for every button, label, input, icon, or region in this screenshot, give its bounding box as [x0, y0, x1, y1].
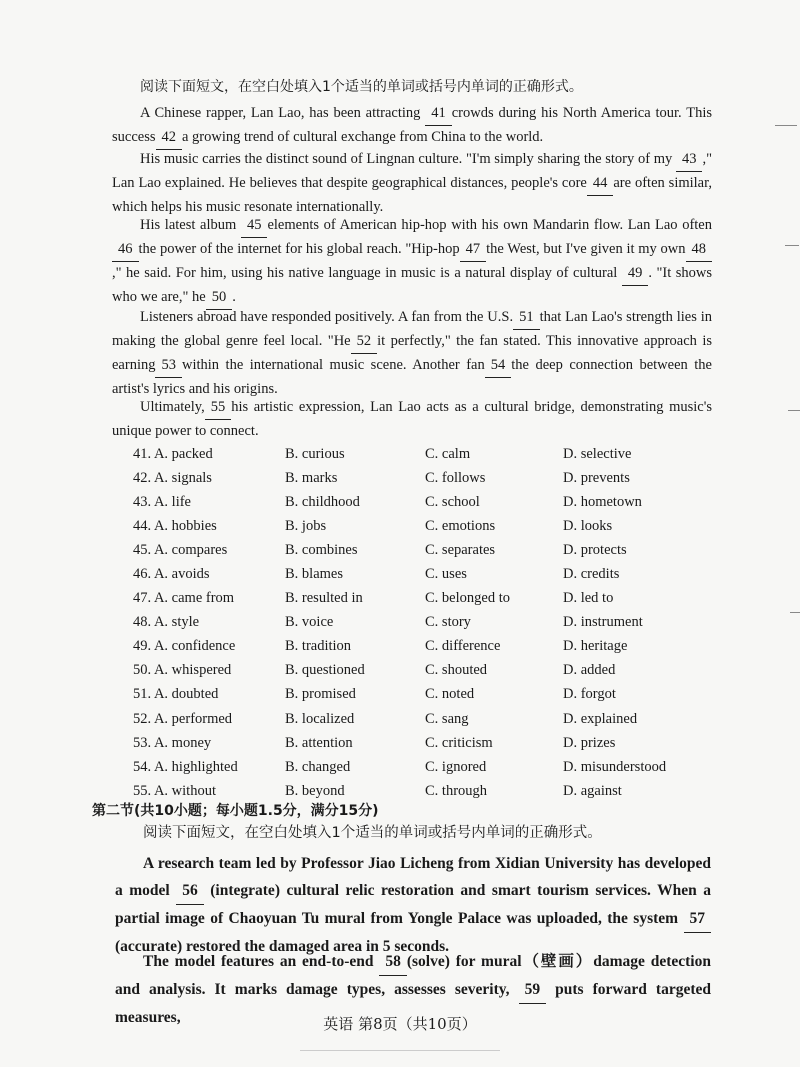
- option-c[interactable]: C. follows: [425, 469, 486, 486]
- answer-blank[interactable]: 45: [241, 214, 268, 238]
- option-row: [133, 683, 733, 707]
- option-c[interactable]: C. ignored: [425, 758, 487, 775]
- question-number: 54.: [133, 758, 154, 775]
- option-b[interactable]: B. changed: [285, 758, 351, 775]
- question-number: 43.: [133, 493, 154, 510]
- passage-text: (solve) for mural（壁画）damage detection and analysis. It marks damage types, assesses severity,: [115, 953, 711, 998]
- passage-text: Ultimately,: [140, 399, 205, 415]
- option-a[interactable]: A. signals: [153, 469, 212, 486]
- passage-text: A Chinese rapper, Lan Lao, has been attracting: [140, 105, 426, 121]
- answer-blank[interactable]: 49: [622, 262, 649, 286]
- answer-blank[interactable]: 57: [684, 905, 712, 933]
- answer-blank[interactable]: 48: [686, 238, 713, 262]
- answer-blank[interactable]: 52: [351, 330, 378, 354]
- question-number: 41.: [133, 445, 154, 462]
- passage-text: the deep connection between the artist's lyrics and his origins.: [112, 357, 712, 397]
- option-a[interactable]: A. avoids: [153, 566, 210, 583]
- option-a[interactable]: A. whispered: [153, 662, 232, 679]
- option-a[interactable]: A. confidence: [153, 638, 236, 655]
- section1-instruction: 阅读下面短文，在空白处填入1个适当的单词或括号内单词的正确形式。: [140, 79, 583, 95]
- option-row: [133, 538, 733, 562]
- question-number: 53.: [133, 734, 154, 751]
- option-c[interactable]: C. sang: [425, 710, 469, 727]
- option-row: [133, 562, 733, 586]
- question-number: 46.: [133, 566, 154, 583]
- passage-text: elements of American hip-hop with his own Mandarin flow. Lan Lao often: [267, 217, 712, 233]
- answer-blank[interactable]: 43: [676, 148, 703, 172]
- option-b[interactable]: B. localized: [285, 710, 355, 727]
- option-d[interactable]: D. credits: [563, 566, 620, 583]
- option-a[interactable]: A. without: [153, 782, 216, 799]
- option-a[interactable]: A. money: [153, 734, 212, 751]
- question-number: 48.: [133, 614, 154, 631]
- passage-text: the West, but I've given it my own: [486, 241, 686, 257]
- passage-paragraph: [112, 102, 712, 150]
- answer-blank[interactable]: 42: [156, 126, 183, 150]
- option-a[interactable]: A. doubted: [153, 686, 219, 703]
- option-b[interactable]: B. tradition: [285, 638, 352, 655]
- option-row: [133, 466, 733, 490]
- option-row: [133, 659, 733, 683]
- option-d[interactable]: D. looks: [563, 517, 613, 534]
- option-b[interactable]: B. voice: [285, 614, 334, 631]
- option-c[interactable]: C. emotions: [425, 517, 496, 534]
- question-number: 44.: [133, 517, 154, 534]
- option-d[interactable]: D. against: [563, 782, 622, 799]
- options-list: [133, 442, 733, 803]
- passage-text: His music carries the distinct sound of Lingnan culture. "I'm simply sharing the story of my: [140, 151, 676, 167]
- option-c[interactable]: C. difference: [425, 638, 501, 655]
- option-a[interactable]: A. life: [153, 493, 191, 510]
- option-a[interactable]: A. highlighted: [153, 758, 238, 775]
- answer-blank[interactable]: 44: [587, 172, 614, 196]
- question-number: 49.: [133, 638, 154, 655]
- passage-text: his artistic expression, Lan Lao acts as a cultural bridge, demonstrating music's unique power to connect.: [112, 399, 712, 439]
- passage-text: (accurate) restored the damaged area in 5 seconds.: [115, 938, 450, 955]
- option-b[interactable]: B. curious: [285, 445, 345, 462]
- passage-text: (integrate) cultural relic restoration and smart tourism services. When a partial image of Chaoyuan Tu mural from Yongle Palace was uploaded, the system: [115, 882, 711, 927]
- option-row: [133, 707, 733, 731]
- scan-edge-mark: [788, 410, 800, 411]
- option-b[interactable]: B. childhood: [285, 493, 360, 510]
- option-c[interactable]: C. separates: [425, 541, 496, 558]
- option-d[interactable]: D. misunderstood: [563, 758, 667, 775]
- passage-text: . "It shows who we are," he: [112, 265, 712, 305]
- question-number: 47.: [133, 590, 154, 607]
- option-d[interactable]: D. selective: [563, 445, 632, 462]
- option-b[interactable]: B. attention: [285, 734, 353, 751]
- passage-text: A research team led by Professor Jiao Licheng from Xidian University has developed a model: [115, 855, 711, 899]
- passage-text: ," Lan Lao explained. He believes that despite geographical distances, people's core: [112, 151, 712, 191]
- passage-text: The model features an end-to-end: [143, 953, 380, 970]
- option-a[interactable]: A. hobbies: [153, 517, 217, 534]
- option-row: [133, 731, 733, 755]
- option-c[interactable]: C. through: [425, 782, 488, 799]
- option-c[interactable]: C. uses: [425, 566, 467, 583]
- passage-text: the power of the internet for his global reach. "Hip-hop: [138, 241, 460, 257]
- option-row: [133, 490, 733, 514]
- question-number: 42.: [133, 469, 154, 486]
- question-number: 50.: [133, 662, 154, 679]
- option-c[interactable]: C. belonged to: [425, 590, 510, 607]
- answer-blank[interactable]: 41: [425, 102, 452, 126]
- passage-text: .: [232, 289, 236, 305]
- option-d[interactable]: D. prevents: [563, 469, 630, 486]
- question-number: 52.: [133, 710, 154, 727]
- passage-paragraph: [112, 306, 712, 401]
- passage-text: it perfectly," the fan stated. This innovative approach is earning: [112, 333, 712, 373]
- passage-text: puts forward targeted measures,: [115, 981, 712, 1026]
- option-row: [133, 587, 733, 611]
- question-number: 45.: [133, 541, 154, 558]
- option-d[interactable]: D. instrument: [563, 614, 643, 631]
- option-b[interactable]: B. jobs: [285, 517, 327, 534]
- passage-text: within the international music scene. Another fan: [181, 357, 485, 373]
- section2-heading: 第二节(共10小题；每小题1.5分，满分15分): [92, 803, 379, 819]
- option-d[interactable]: D. forgot: [563, 686, 616, 703]
- option-a[interactable]: A. came from: [153, 590, 235, 607]
- option-c[interactable]: C. criticism: [425, 734, 493, 751]
- option-b[interactable]: B. marks: [285, 469, 338, 486]
- answer-blank[interactable]: 59: [519, 976, 547, 1004]
- passage-text: are often similar, which helps his music resonate internationally.: [112, 175, 712, 215]
- option-c[interactable]: C. shouted: [425, 662, 488, 679]
- passage-text: crowds during his North America tour. This success: [112, 105, 712, 145]
- option-row: [133, 755, 733, 779]
- answer-blank[interactable]: 53: [155, 354, 182, 378]
- answer-blank[interactable]: 51: [513, 306, 540, 330]
- answer-blank[interactable]: 50: [206, 286, 233, 310]
- option-c[interactable]: C. noted: [425, 686, 475, 703]
- option-b[interactable]: B. blames: [285, 566, 343, 583]
- passage-paragraph: [112, 214, 712, 310]
- option-row: [133, 611, 733, 635]
- answer-blank[interactable]: 58: [379, 948, 407, 976]
- passage-text: His latest album: [140, 217, 241, 233]
- option-d[interactable]: D. hometown: [563, 493, 642, 510]
- passage-paragraph: [112, 148, 712, 219]
- scan-edge-mark: [785, 245, 799, 246]
- answer-blank[interactable]: 47: [460, 238, 487, 262]
- page-footer: 英语 第8页（共10页）: [323, 1015, 477, 1033]
- passage-paragraph: [112, 396, 712, 443]
- option-c[interactable]: C. calm: [425, 445, 471, 462]
- option-row: [133, 635, 733, 659]
- option-a[interactable]: A. packed: [153, 445, 213, 462]
- answer-blank[interactable]: 46: [112, 238, 139, 262]
- passage-text: that Lan Lao's strength lies in making the global genre feel local. "He: [112, 309, 712, 349]
- option-row: [133, 442, 733, 466]
- question-number: 55.: [133, 782, 154, 799]
- option-b[interactable]: B. resulted in: [285, 590, 363, 607]
- section2-instruction: 阅读下面短文，在空白处填入1个适当的单词或括号内单词的正确形式。: [143, 825, 602, 841]
- scan-edge-mark: [790, 612, 800, 613]
- option-d[interactable]: D. led to: [563, 590, 614, 607]
- option-b[interactable]: B. combines: [285, 541, 358, 558]
- passage-text: ," he said. For him, using his native language in music is a natural display of cultural: [112, 265, 622, 281]
- option-a[interactable]: A. style: [153, 614, 200, 631]
- option-b[interactable]: B. questioned: [285, 662, 365, 679]
- answer-blank[interactable]: 56: [176, 877, 204, 905]
- option-d[interactable]: D. added: [563, 662, 616, 679]
- option-a[interactable]: A. performed: [153, 710, 233, 727]
- option-row: [133, 514, 733, 538]
- option-c[interactable]: C. school: [425, 493, 480, 510]
- scan-edge-mark: [775, 125, 797, 126]
- answer-blank[interactable]: 54: [485, 354, 512, 378]
- scan-edge-mark: [300, 1050, 500, 1051]
- option-c[interactable]: C. story: [425, 614, 471, 631]
- answer-blank[interactable]: 55: [205, 396, 232, 420]
- option-d[interactable]: D. prizes: [563, 734, 616, 751]
- option-d[interactable]: D. protects: [563, 541, 627, 558]
- passage-text: Listeners abroad have responded positively. A fan from the U.S.: [140, 309, 514, 325]
- option-d[interactable]: D. heritage: [563, 638, 628, 655]
- passage-paragraph: [115, 850, 711, 960]
- passage-text: a growing trend of cultural exchange from China to the world.: [182, 129, 544, 145]
- option-b[interactable]: B. promised: [285, 686, 356, 703]
- option-b[interactable]: B. beyond: [285, 782, 345, 799]
- question-number: 51.: [133, 686, 154, 703]
- option-d[interactable]: D. explained: [563, 710, 638, 727]
- option-a[interactable]: A. compares: [153, 541, 228, 558]
